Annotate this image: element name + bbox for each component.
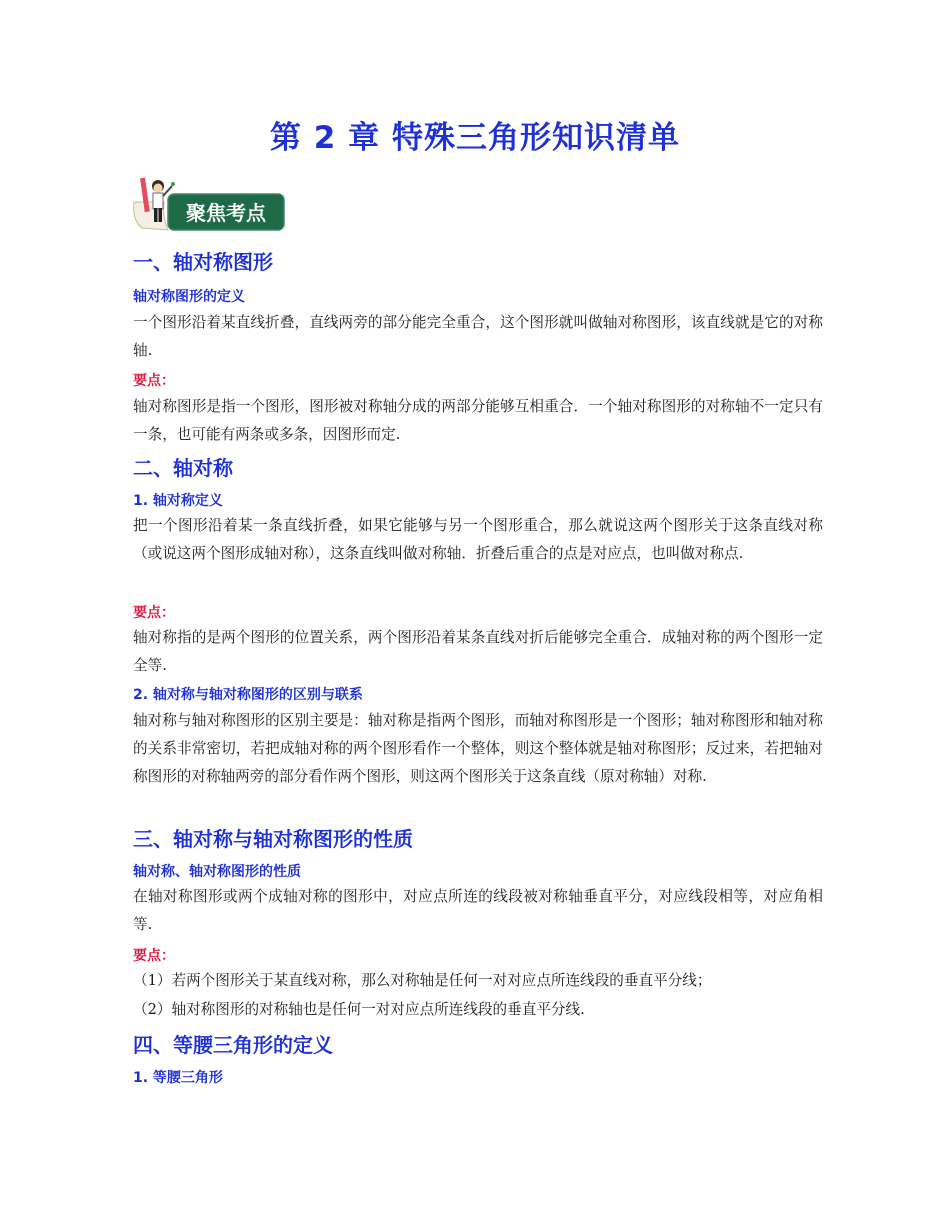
key-point-label: 要点： bbox=[133, 373, 175, 389]
section-heading: 一、轴对称图形 bbox=[133, 250, 273, 274]
subheading: 1. 等腰三角形 bbox=[133, 1070, 223, 1086]
subheading: 2. 轴对称与轴对称图形的区别与联系 bbox=[133, 687, 363, 703]
list-item: （2）轴对称图形的对称轴也是任何一对对应点所连线段的垂直平分线. bbox=[133, 1001, 585, 1018]
focus-badge bbox=[128, 172, 288, 234]
teacher-illustration-icon bbox=[128, 172, 288, 234]
subheading: 轴对称图形的定义 bbox=[133, 289, 245, 305]
section-heading: 四、等腰三角形的定义 bbox=[133, 1033, 333, 1057]
paragraph: 轴对称与轴对称图形的区别主要是：轴对称是指两个图形，而轴对称图形是一个图形；轴对称图形和轴对称的关系非常密切，若把成轴对称的两个图形看作一个整体，则这个整体就是轴对称图形；反过来，若把轴对称图形的对称轴两旁的部分看作两个图形，则这两个图形关于这条直线（原对称轴）对称. bbox=[133, 712, 823, 785]
section-heading: 三、轴对称与轴对称图形的性质 bbox=[133, 827, 413, 851]
paragraph: 把一个图形沿着某一条直线折叠，如果它能够与另一个图形重合，那么就说这两个图形关于这条直线对称（或说这两个图形成轴对称），这条直线叫做对称轴．折叠后重合的点是对应点，也叫做对称点. bbox=[133, 517, 823, 562]
key-point-label: 要点： bbox=[133, 948, 175, 964]
paragraph: 轴对称指的是两个图形的位置关系，两个图形沿着某条直线对折后能够完全重合．成轴对称的两个图形一定全等. bbox=[133, 629, 823, 674]
section-heading: 二、轴对称 bbox=[133, 456, 233, 480]
paragraph: 在轴对称图形或两个成轴对称的图形中，对应点所连的线段被对称轴垂直平分，对应线段相等，对应角相等. bbox=[133, 888, 823, 933]
list-item: （1）若两个图形关于某直线对称，那么对称轴是任何一对对应点所连线段的垂直平分线； bbox=[133, 972, 712, 989]
page-title: 第 2 章 特殊三角形知识清单 bbox=[270, 120, 680, 156]
key-point-label: 要点： bbox=[133, 605, 175, 621]
subheading: 1. 轴对称定义 bbox=[133, 493, 223, 509]
badge-label: 聚焦考点 bbox=[186, 201, 266, 225]
paragraph: 一个图形沿着某直线折叠，直线两旁的部分能完全重合，这个图形就叫做轴对称图形，该直线就是它的对称轴. bbox=[133, 314, 823, 359]
paragraph: 轴对称图形是指一个图形，图形被对称轴分成的两部分能够互相重合．一个轴对称图形的对称轴不一定只有一条，也可能有两条或多条，因图形而定. bbox=[133, 398, 823, 443]
subheading: 轴对称、轴对称图形的性质 bbox=[133, 864, 301, 880]
